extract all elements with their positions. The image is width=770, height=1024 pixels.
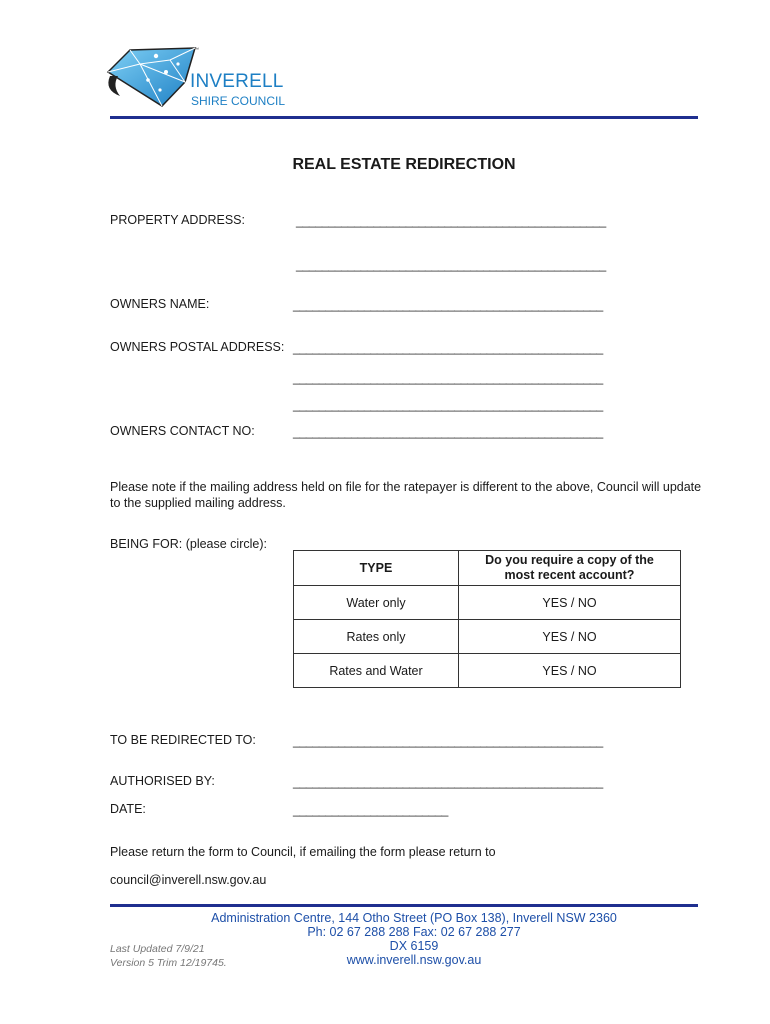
logo-subtitle: SHIRE COUNCIL [191,94,286,108]
account-type-table [293,550,681,688]
date-line[interactable]: ________________________ [293,803,448,817]
property-address-line-2[interactable]: ________________________________________________ [296,258,606,272]
copy-column-header: Do you require a copy of the most recent account? [459,551,681,586]
owners-postal-line-2[interactable]: ________________________________________________ [293,371,603,385]
owners-name-line[interactable]: ________________________________________________ [293,298,603,312]
yes-no-cell[interactable]: YES / NO [459,586,681,620]
type-cell: Rates and Water [294,654,459,688]
owners-postal-line-1[interactable]: ________________________________________________ [293,341,603,355]
redirected-to-label: TO BE REDIRECTED TO: [110,733,256,747]
return-instructions: Please return the form to Council, if emailing the form please return to [110,845,496,859]
date-label: DATE: [110,802,146,816]
yes-no-cell[interactable]: YES / NO [459,620,681,654]
owners-postal-line-3[interactable]: ________________________________________________ [293,398,603,412]
redirected-to-line[interactable]: ________________________________________________ [293,734,603,748]
footer-rule [110,904,698,907]
return-email[interactable]: council@inverell.nsw.gov.au [110,873,267,887]
being-for-label: BEING FOR: (please circle): [110,537,267,551]
property-address-label: PROPERTY ADDRESS: [110,213,245,227]
authorised-by-label: AUTHORISED BY: [110,774,215,788]
table-row [294,654,681,688]
type-cell: Water only [294,586,459,620]
last-updated: Last Updated 7/9/21 [110,943,205,955]
table-header-row [294,551,681,586]
owners-name-label: OWNERS NAME: [110,297,210,311]
owners-contact-line[interactable]: ________________________________________________ [293,425,603,439]
form-title: REAL ESTATE REDIRECTION [292,156,516,173]
owners-postal-label: OWNERS POSTAL ADDRESS: [110,340,285,354]
footer-address: Administration Centre, 144 Otho Street (PO Box 138), Inverell NSW 2360 [211,911,617,925]
mailing-note: Please note if the mailing address held on file for the ratepayer is different to the above, Council will update to the supplied mailing address. [110,480,702,510]
logo-title: INVERELL [190,71,284,92]
type-column-header: TYPE [294,551,459,586]
authorised-by-line[interactable]: ________________________________________________ [293,775,603,789]
footer-phone: Ph: 02 67 288 288 Fax: 02 67 288 277 [307,925,521,939]
yes-no-cell[interactable]: YES / NO [459,654,681,688]
type-cell: Rates only [294,620,459,654]
trademark-mark: ™ [194,47,199,53]
version-info: Version 5 Trim 12/19745. [110,957,227,969]
footer-dx: DX 6159 [389,939,439,953]
property-address-line-1[interactable]: ________________________________________________ [296,214,606,228]
table-row [294,586,681,620]
footer-website[interactable]: www.inverell.nsw.gov.au [346,953,482,967]
header-rule [110,116,698,119]
table-row [294,620,681,654]
owners-contact-label: OWNERS CONTACT NO: [110,424,255,438]
